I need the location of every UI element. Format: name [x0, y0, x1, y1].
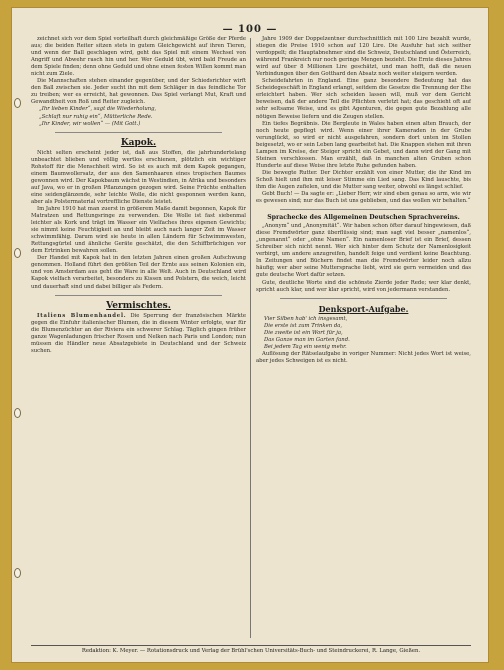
- paragraph: Gebt Buch! — Da sagte er: „Lieber Herr, wir sind eben genau so arm, wie wir es gewesen sind; nur das Buch ist uns geblieben, und das wollen wir behalten.“: [256, 191, 471, 205]
- article-text: Die Sperrung der französischen Märkte gegen die Einfuhr italienischer Blumen, die in diesem Winter erfolgte, war für die Blumenzüchter an der Riviera ein schwerer Schlag. Täglich gingen früher ganze Wagenladungen frischer Rosen und Nelken nach Paris und London; nun müssen die Händler neue Absatzgebiete in Deutschland und der Schweiz suchen.: [31, 312, 246, 354]
- riddle-verse: [256, 316, 471, 351]
- binding-hole: [14, 568, 21, 578]
- paragraph: zeichnet sich vor dem Spiel vorteilhaft durch gleichmäßige Größe der Pferde aus; die beiden Reiter sitzen stets in gutem Gleichgewicht auf ihren Tieren, und wenn der Ball geschlagen wird, geht das Spiel mit einem Wechsel von Angriff und Abwehr rasch hin und her. Wer Geduld übt, wird bald Freude an dem Spiele finden; denn ohne Geduld und ohne einen festen Willen kommt man nicht zum Ziele.: [31, 36, 246, 78]
- paragraph: Gute, deutliche Worte sind die schönste Zierde jeder Rede; wer klar denkt, spricht auch klar, und wer klar spricht, wird von jedermann verstanden.: [256, 279, 471, 293]
- paragraph: Der Handel mit Kapok hat in den letzten Jahren einen großen Aufschwung genommen. Holland führt den größten Teil der Ernte aus seinen Kolonien ein, und von Amsterdam aus geht die Ware in alle Welt. Auch in Deutschland wird Kapok vielfach verarbeitet, besonders zu Kissen und Polstern, die weich, leicht und dauerhaft sind und dabei billiger als Federn.: [31, 255, 246, 290]
- paragraph: Im Jahre 1910 hat man zuerst in größerem Maße damit begonnen, Kapok für Matratzen und Rettungsringe zu verwenden. Die Wolle ist fast siebenmal leichter als Kork und trägt im Wasser ein Vielfaches ihres eigenen Gewichts; sie nimmt keine Feuchtigkeit an und bleibt auch nach langer Zeit im Wasser schwimmfähig. Darum wird sie heute in allen Ländern für Schwimmwesten, Rettungsgürtel und ähnliche Geräte geschätzt, die den Schiffbrüchigen vor dem Ertrinken bewahren sollen.: [31, 205, 246, 255]
- section-divider: [55, 295, 222, 296]
- verse-line: „Schlaft nur ruhig ein“, Mütterliche Rede.: [39, 113, 153, 120]
- verse-line: „Ihr Kinder, wir wollen“ — (Mit Gott.): [39, 120, 141, 127]
- verse-line: „Ihr lieben Kinder“, sagt die Wiederholung,: [39, 106, 157, 113]
- binding-hole: [14, 98, 21, 108]
- verse-line: Die zweite ist ein Wort für ja,: [264, 329, 343, 336]
- verse-line: Bei jedem Tag ein wenig mehr.: [264, 343, 347, 350]
- section-heading-denksport: Denksport-Aufgabe.: [318, 303, 409, 314]
- column-divider: [250, 38, 251, 638]
- paragraph: [31, 313, 246, 355]
- section-heading-sprachecke: Sprachecke des Allgemeinen Deutschen Sprachvereins.: [267, 214, 460, 222]
- paragraph: Die bewegte Rutter. Der Dichter erzählt von einer Mutter, die ihr Kind im Schoß hielt und ihm mit leiser Stimme ein Lied sang. Das Kind lauschte, bis ihm die Augen zufielen, und die Mutter sang weiter, obwohl es längst schlief.: [256, 169, 471, 190]
- section-heading-vermischtes: Vermischtes.: [106, 300, 171, 311]
- binding-hole: [14, 408, 21, 418]
- left-column: [31, 36, 246, 637]
- verse-line: Vier Silben hab' ich insgesamt,: [264, 315, 348, 322]
- paragraph: Auflösung der Rätselaufgabe in voriger Nummer: Nicht jedes Wort ist weise, aber jedes Schweigen ist es nicht.: [256, 350, 471, 364]
- verse-block: [31, 106, 246, 127]
- right-column: [256, 36, 471, 637]
- binding-hole: [14, 248, 21, 258]
- newspaper-page: [12, 8, 488, 662]
- paragraph: Ein tiefes Begräbnis. Die Bergleute in Wales haben einen alten Brauch, der noch heute gepflegt wird. Wenn einer ihrer Kameraden in der Grube verunglückt, so wird er nicht ausgefahren, sondern dort unten im Stollen beigesetzt, wo er sein Leben lang gearbeitet hat. Die Knappen stehen mit ihren Lampen im Kreise, der Steiger spricht ein Gebet, und dann wird der Gang mit Steinen verschlossen. Man erzählt, daß in manchen alten Gruben schon Hunderte auf diese Weise ihre letzte Ruhe gefunden haben.: [256, 120, 471, 169]
- page-number: — 100 —: [222, 24, 278, 35]
- article-lead: Italiens Blumenhandel.: [37, 312, 127, 319]
- section-divider: [280, 298, 447, 299]
- paragraph: „Anonym“ und „Anonymität“. Wir haben schon öfter darauf hingewiesen, daß diese Fremdwörter ganz überflüssig sind; man sagt viel besser „namenlos“, „ungenannt“ oder „ohne Namen“. Ein namenloser Brief ist ein Brief, dessen Schreiber sich nicht nennt. Wer sich hinter dem Schutz der Namenlosigkeit verbirgt, um andere anzugreifen, handelt feige und verdient keine Beachtung. In Zeitungen und Büchern findet man die Fremdwörter leider noch allzu häufig; wer aber seine Muttersprache liebt, wird sie gern vermeiden und das gute deutsche Wort dafür setzen.: [256, 223, 471, 279]
- paragraph: Die Mannschaften stehen einander gegenüber, und der Schiedsrichter wirft den Ball zwischen sie. Jeder sucht ihn mit dem Schläger in das feindliche Tor zu treiben; wer es erreicht, hat gewonnen. Das Spiel verlangt Mut, Kraft und Gewandtheit von Roß und Reiter zugleich.: [31, 78, 246, 106]
- verse-line: Das Ganze man im Garten fand.: [264, 336, 350, 343]
- paragraph: Nicht selten erscheint jeder ist, daß aus Stoffen, die jahrhundertelang unbeachtet blieben und völlig wertlos erschienen, plötzlich ein wichtiger Rohstoff für die Menschheit wird. So ist es auch mit dem Kapok gegangen, einem Baumwollersatz, der aus den Samenhaaren eines tropischen Baumes gewonnen wird. Der Kapokbaum wächst in Westindien, in Afrika und besonders auf Java, wo er in großen Pflanzungen gezogen wird. Seine Früchte enthalten eine seidenglänzende, sehr leichte Wolle, die nicht gesponnen werden kann, aber als Polstermaterial vortreffliche Dienste leistet.: [31, 149, 246, 205]
- section-heading-kapok: Kapok.: [120, 137, 157, 148]
- imprint-footer: Redaktion: K. Meyer. — Rotationsdruck und Verlag der Brühl'schen Universitäts-Buch- und Steindruckerei, R. Lange, Gießen.: [31, 645, 471, 655]
- section-divider: [55, 132, 222, 133]
- verse-line: Die erste ist zum Trinken da,: [264, 322, 343, 329]
- paragraph: Scheidefahrten in England. Eine ganz besondere Bedeutung hat das Scheidegeschäft in England erlangt, seitdem die Gesetze die Trennung der Ehe erleichtert haben. Wer sich scheiden lassen will, muß vor dem Gericht beweisen, daß der andere Teil die Pflichten verletzt hat; das geschieht oft auf sehr seltsame Weise, und es gibt Agenturen, die gegen gute Bezahlung alle nötigen Beweise liefern und die Zeugen stellen.: [256, 78, 471, 120]
- section-divider: [280, 209, 447, 210]
- paragraph: Jahre 1909 der Doppelzentner durchschnittlich mit 100 Lire bezahlt wurde, stiegen die Preise 1910 schon auf 120 Lire. Die Ausfuhr hat sich seither verdoppelt; die Hauptabnehmer sind die Schweiz, Deutschland und Österreich, während Frankreich nur noch geringe Mengen bezieht. Die Ernte dieses Jahres wird auf über 8 Millionen Lire geschätzt, und man hofft, daß die neuen Verbindungen über den Gotthard den Absatz noch weiter steigern werden.: [256, 36, 471, 78]
